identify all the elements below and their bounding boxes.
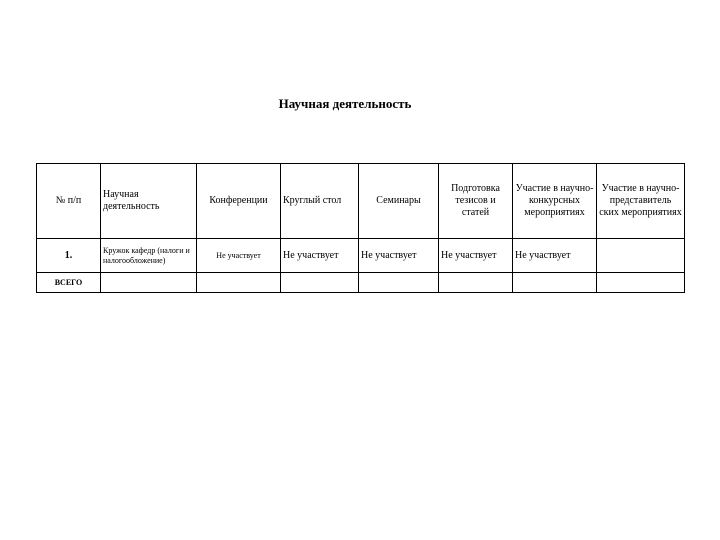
science-activity-table [36,163,685,293]
total-cell-seminars [359,273,439,293]
page-title: Научная деятельность [278,96,412,111]
total-row [37,273,685,293]
total-cell-theses [439,273,513,293]
header-conferences: Конференции [197,164,281,239]
cell-competitions: Не участвует [513,239,597,273]
total-cell-activity [101,273,197,293]
header-seminars: Семинары [359,164,439,239]
cell-theses: Не участвует [439,239,513,273]
table-row [37,239,685,273]
header-theses: Подготовка тезисов и статей [439,164,513,239]
header-number: № п/п [37,164,101,239]
total-cell-conferences [197,273,281,293]
header-representative: Участие в научно-представитель ских мероприятиях [597,164,685,239]
cell-round-table: Не участвует [281,239,359,273]
header-competitions: Участие в научно-конкурсных мероприятиях [513,164,597,239]
table-header-row [37,164,685,239]
total-cell-representative [597,273,685,293]
total-cell-round-table [281,273,359,293]
cell-seminars: Не участвует [359,239,439,273]
cell-activity: Кружок кафедр (налоги и налогообложение) [101,239,197,273]
cell-representative [597,239,685,273]
cell-conferences: Не участвует [197,239,281,273]
header-activity: Научная деятельность [101,164,197,239]
header-round-table: Круглый стол [281,164,359,239]
cell-number: 1. [37,239,101,273]
total-label: ВСЕГО [37,273,101,293]
total-cell-competitions [513,273,597,293]
